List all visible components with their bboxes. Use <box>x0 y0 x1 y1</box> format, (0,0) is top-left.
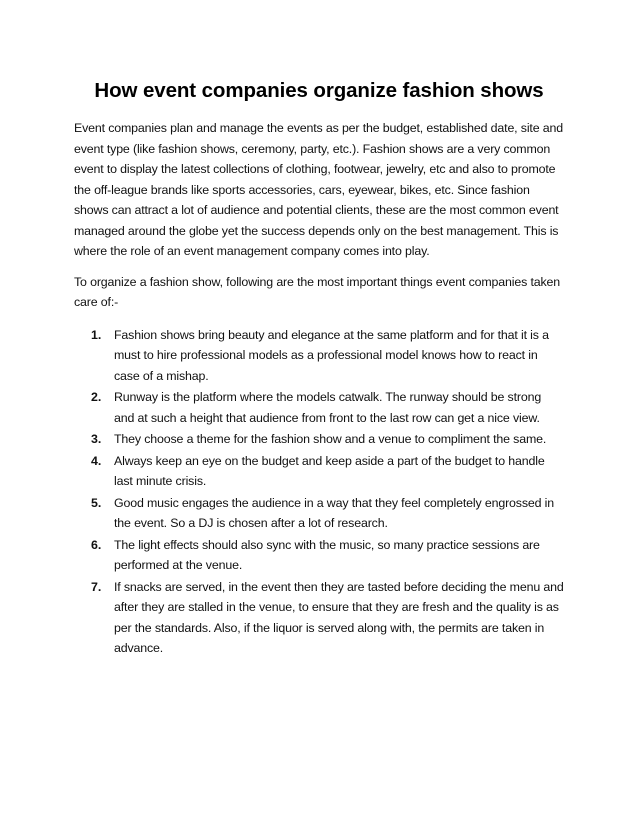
lead-in-paragraph: To organize a fashion show, following are the most important things event companies taken care of:- <box>74 274 561 309</box>
list-item-number: 3. <box>91 432 102 446</box>
list-item-text: If snacks are served, in the event then they are tasted before deciding the menu and after they are stalled in the venue, to ensure that they are fresh and the quality is as per the standards. Also, if the liquor is served along with, the permits are taken in advance. <box>114 579 564 655</box>
list-item <box>74 387 564 428</box>
document-title: How event companies organize fashion shows <box>94 79 544 102</box>
list-item-number: 6. <box>91 537 102 552</box>
list-item-text: The light effects should also sync with the music, so many practice sessions are performed at the venue. <box>114 537 540 572</box>
list-item <box>74 429 564 450</box>
list-item-number: 7. <box>91 579 102 594</box>
list-item <box>74 493 564 534</box>
list-item-text: Fashion shows bring beauty and elegance at the same platform and for that it is a must to hire professional models as a professional model knows how to react in case of a mishap. <box>114 327 549 383</box>
list-item-text: Always keep an eye on the budget and keep aside a part of the budget to handle last minute crisis. <box>114 453 545 488</box>
numbered-list <box>74 325 564 659</box>
list-item <box>74 325 564 387</box>
list-item-number: 2. <box>91 390 102 404</box>
list-item <box>74 451 564 492</box>
list-item <box>74 535 564 576</box>
list-item <box>74 577 564 659</box>
list-item-text: Runway is the platform where the models catwalk. The runway should be strong and at such a height that audience from front to the last row can get a nice view. <box>114 390 542 425</box>
list-item-number: 5. <box>91 495 102 510</box>
list-item-text: They choose a theme for the fashion show and a venue to compliment the same. <box>114 432 547 446</box>
list-item-number: 1. <box>91 327 102 342</box>
intro-paragraph: Event companies plan and manage the events as per the budget, established date, site and event type (like fashion shows, ceremony, party, etc.). Fashion shows are a very common event to display the latest collections of clothing, footwear, jewelry, etc and also to promote the off-league brands like sports accessories, cars, eyewear, bikes, etc. Since fashion shows can attract a lot of audience and potential clients, these are the most common event managed around the globe yet the success depends only on the best management. This is where the role of an event management company comes into play. <box>74 121 563 258</box>
list-item-text: Good music engages the audience in a way that they feel completely engrossed in the event. So a DJ is chosen after a lot of research. <box>114 495 554 530</box>
list-item-number: 4. <box>91 453 102 468</box>
